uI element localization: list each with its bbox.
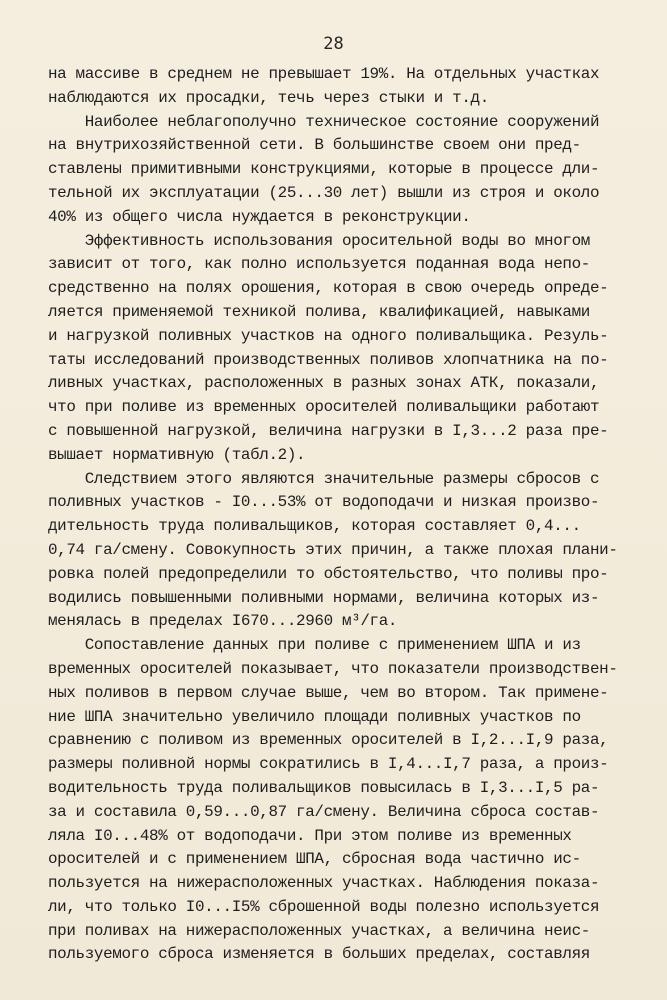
text-line: на внутрихозяйственной сети. В большинстве своем они пред- (48, 136, 581, 155)
text-line: ставлены примитивными конструкциями, которые в процессе дли- (48, 160, 600, 179)
text-line: при поливах на нижерасположенных участках, а величина неис- (48, 921, 590, 940)
text-line: за и составила 0,59...0,87 га/смену. Величина сброса состав- (48, 802, 600, 821)
body-text (48, 63, 624, 967)
text-line: ние ШПА значительно увеличило площади поливных участков по (48, 707, 581, 726)
text-line: на массиве в среднем не превышает 19%. На отдельных участках (48, 65, 600, 83)
text-line: что при поливе из временных оросителей поливальщики работают (48, 398, 600, 417)
text-line: размеры поливной нормы сократились в I,4...I,7 раза, а произ- (48, 755, 609, 774)
text-line: с повышенной нагрузкой, величина нагрузки в I,3...2 раза пре- (48, 421, 609, 440)
text-line: сравнению с поливом из временных оросителей в I,2...I,9 раза, (48, 731, 609, 750)
text-line: пользуется на нижерасположенных участках. Наблюдения показа- (48, 874, 600, 893)
text-line: вышает нормативную (табл.2). (48, 445, 306, 464)
text-line: Эффективность использования оросительной воды во многом (48, 231, 590, 250)
text-line: таты исследований производственных поливов хлопчатника на по- (48, 350, 609, 369)
text-line: Следствием этого являются значительные размеры сбросов с (48, 469, 600, 488)
text-line: 40% из общего числа нуждается в реконструкции. (48, 207, 471, 226)
text-line: ных поливов в первом случае выше, чем во втором. Так примене- (48, 683, 609, 702)
text-line: зависит от того, как полно используется поданная вода непо- (48, 255, 590, 274)
page-number: 28 (323, 34, 344, 54)
text-line: водились повышенными поливными нормами, величина которых из- (48, 588, 600, 607)
text-line: оросителей и с применением ШПА, сбросная вода частично ис- (48, 850, 581, 869)
text-line: ляла I0...48% от водоподачи. При этом поливе из временных (48, 826, 572, 845)
text-line: Наиболее неблагополучно техническое состояние сооружений (48, 112, 600, 131)
text-line: ляется применяемой техникой полива, квалификацией, навыками (48, 302, 590, 321)
text-line: пользуемого сброса изменяется в больших пределах, составляя (48, 945, 590, 964)
text-line: дительность труда поливальщиков, которая составляет 0,4... (48, 517, 581, 536)
text-line: менялась в пределах I670...2960 м³/га. (48, 612, 398, 631)
text-line: ровка полей предопределили то обстоятельство, что поливы про- (48, 564, 609, 583)
text-line: наблюдаются их просадки, течь через стыки и т.д. (48, 88, 489, 107)
text-line: ли, что только I0...I5% сброшенной воды полезно используется (48, 897, 600, 916)
text-line: тельной их эксплуатации (25...30 лет) вышли из строя и около (48, 183, 600, 202)
text-line: водительность труда поливальщиков повысилась в I,3...I,5 ра- (48, 778, 600, 797)
text-line: средственно на полях орошения, которая в свою очередь опреде- (48, 279, 609, 298)
text-line: и нагрузкой поливных участков на одного поливальщика. Резуль- (48, 326, 609, 345)
text-line: временных оросителей показывает, что показатели производствен- (48, 659, 618, 678)
text-line: ливных участках, расположенных в разных зонах АТК, показали, (48, 374, 600, 393)
text-line: 0,74 га/смену. Совокупность этих причин, а также плохая плани- (48, 540, 618, 559)
text-line: поливных участков - I0...53% от водоподачи и низкая произво- (48, 493, 600, 512)
text-line: Сопоставление данных при поливе с применением ШПА и из (48, 636, 581, 655)
